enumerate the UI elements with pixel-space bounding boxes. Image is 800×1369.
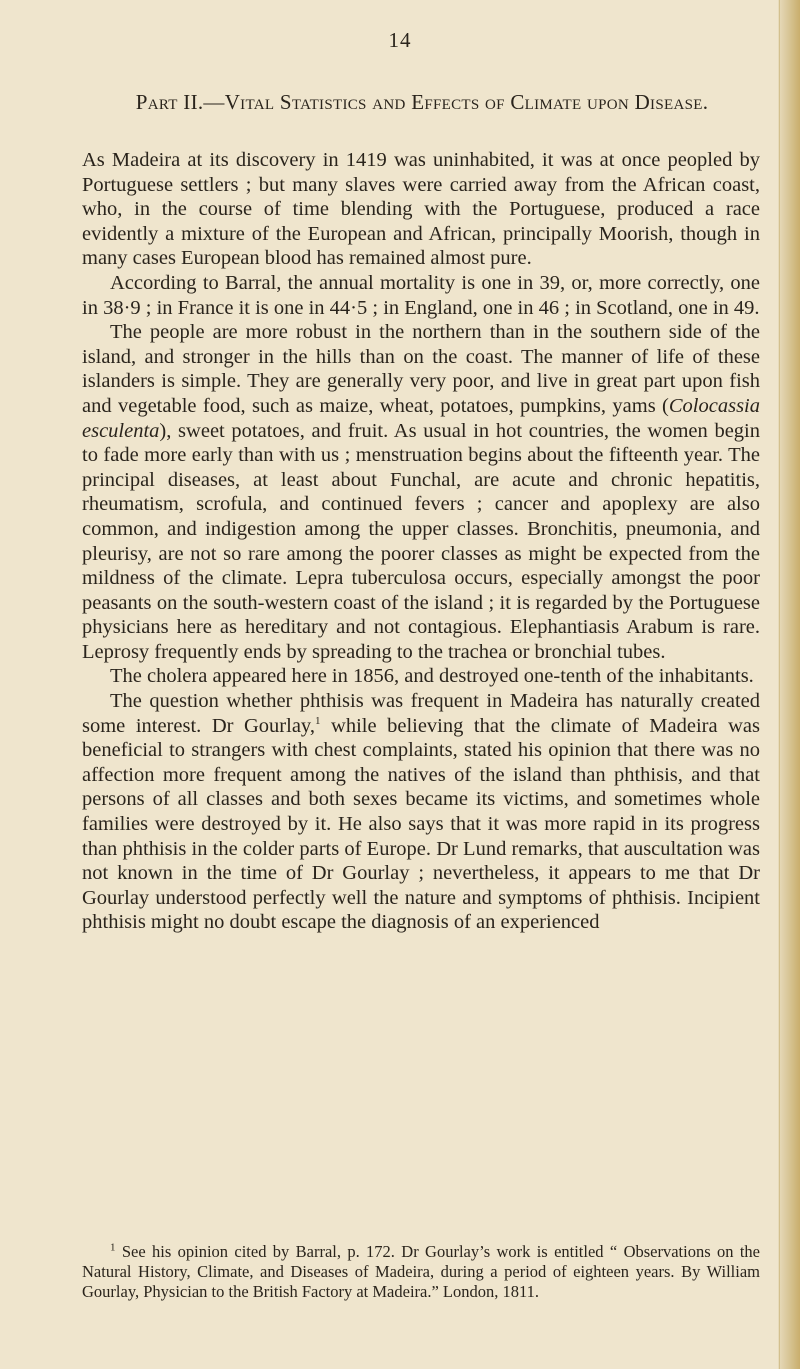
body-text: [82, 148, 760, 935]
page-edge-line: [779, 0, 780, 1369]
species-name: Colocassia esculenta: [82, 394, 760, 442]
footnote: [82, 1242, 760, 1302]
paragraph-4: The cholera appeared here in 1856, and destroyed one-tenth of the inhabitants.: [110, 665, 754, 688]
footnote-reference: 1: [314, 714, 321, 727]
paragraph-3-text-a: The people are more robust in the northern than in the southern side of the island, and stronger in the hills than on the coast. The manner of life of these islanders is simple. They are generally very poor, and live in great part upon fish and vegetable food, such as maize, wheat, potatoes, pumpkins, yams (: [82, 321, 760, 417]
section-heading: Part II.—Vital Statistics and Effects of Climate upon Disease.: [135, 90, 709, 114]
footnote-marker: 1: [110, 1241, 116, 1254]
footnote-paragraph: [82, 1242, 760, 1302]
paragraph-5: [82, 689, 760, 935]
page-edge-shadow: [778, 0, 800, 1369]
paragraph-1: As Madeira at its discovery in 1419 was uninhabited, it was at once peopled by Portuguese settlers ; but many slaves were carried away from the African coast, who, in the course of time blending with the Portuguese, produced a race evidently a mixture of the European and African, principally Moorish, though in many cases European blood has remained almost pure.: [82, 149, 760, 270]
paragraph-3-text-b: ), sweet potatoes, and fruit. As usual in hot countries, the women begin to fade more early than with us ; menstruation begins about the fifteenth year. The principal diseases, at least about Funchal, are acute and chronic hepatitis, rheumatism, scrofula, and continued fevers ; cancer and apoplexy are also common, and indigestion among the upper classes. Bronchitis, pneumonia, and pleurisy, are not so rare among the poorer classes as might be expected from the mildness of the climate. Lepra tuberculosa occurs, especially amongst the poor peasants on the south-western coast of the island ; it is regarded by the Portuguese physicians here as hereditary and not contagious. Elephantiasis Arabum is rare. Leprosy frequently ends by spreading to the trachea or bronchial tubes.: [82, 419, 760, 663]
page-number: 14: [388, 28, 412, 52]
footnote-text: See his opinion cited by Barral, p. 172. Dr Gourlay’s work is entitled “ Observations on the Natural History, Climate, and Diseases of Madeira, during a period of eighteen years. By William Gourlay, Physician to the British Factory at Madeira.” London, 1811.: [82, 1242, 760, 1301]
paragraph-3: [82, 320, 760, 664]
paragraph-2: According to Barral, the annual mortality is one in 39, or, more correctly, one in 38·9 ; in France it is one in 44·5 ; in England, one in 46 ; in Scotland, one in 49.: [82, 271, 760, 319]
paragraph-5-text-a: The question whether phthisis was frequent in Madeira has naturally created some interest. Dr Gourlay,: [82, 690, 760, 737]
paragraph-5-text-b: while believing that the climate of Madeira was beneficial to strangers with chest complaints, stated his opinion that there was no affection more frequent among the natives of the island than phthisis, and that persons of all classes and both sexes became its victims, and sometimes whole families were destroyed by it. He also says that it was more rapid in its progress than phthisis in the colder parts of Europe. Dr Lund remarks, that auscultation was not known in the time of Dr Gourlay ; nevertheless, it appears to me that Dr Gourlay understood perfectly well the nature and symptoms of phthisis. Incipient phthisis might no doubt escape the diagnosis of an experienced: [82, 714, 760, 934]
